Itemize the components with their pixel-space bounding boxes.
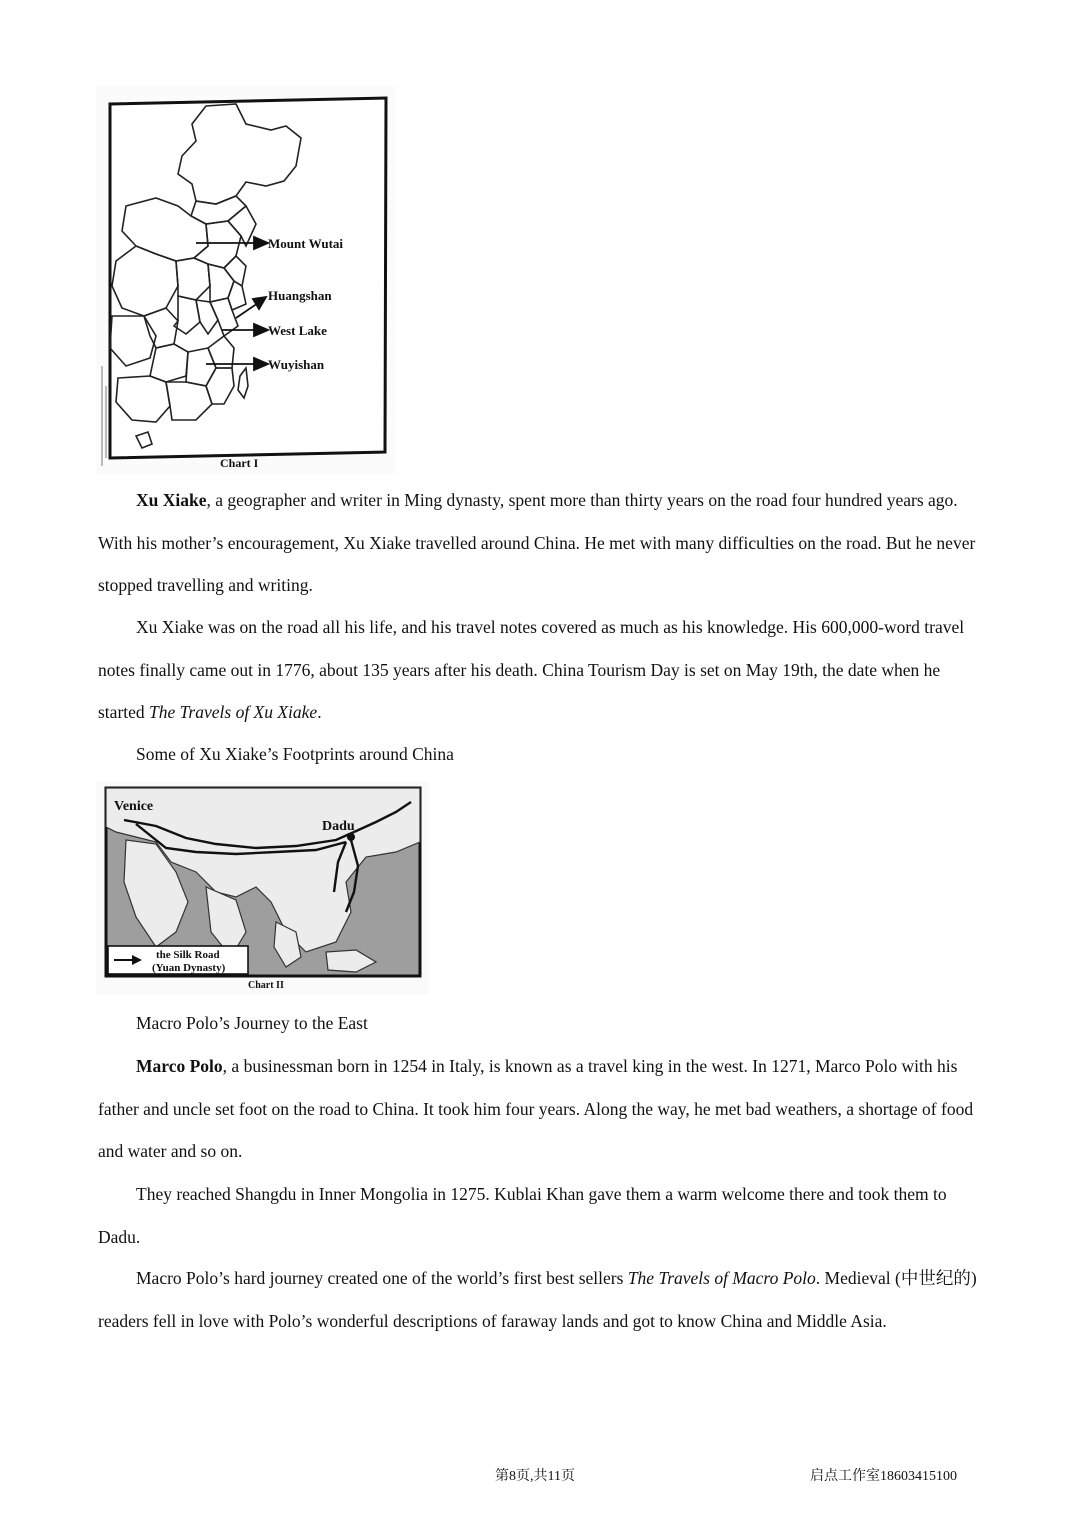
caption-marco-polo-journey: Macro Polo’s Journey to the East [136,1013,368,1033]
footer-studio-contact: 启点工作室18603415100 [810,1469,957,1484]
paragraph-text-end: . Medieval (中世纪的) readers fell in love with Polo’s wonderful descriptions of faraway lands and got to know China and Middle Asia. [98,1268,977,1331]
chart-ii-map [96,782,428,994]
book-title-xu-xiake: The Travels of Xu Xiake [149,702,318,722]
paragraph-text: , a geographer and writer in Ming dynasty, spent more than thirty years on the road four hundred years ago. With his mother’s encouragement, Xu Xiake travelled around China. He met with many difficulties on the road. But he never stopped travelling and writing. [98,490,976,595]
legend-line-2: (Yuan Dynasty) [152,962,226,974]
paragraph-marco-polo-book [98,1257,982,1342]
place-label-wuyishan: Wuyishan [268,357,325,372]
caption-xu-xiake-footprints: Some of Xu Xiake’s Footprints around China [136,744,454,764]
name-xu-xiake: Xu Xiake [136,490,207,510]
place-label-west-lake: West Lake [268,323,327,338]
paragraph-text: , a businessman born in 1254 in Italy, is known as a travel king in the west. In 1271, Marco Polo with his father and uncle set foot on the road to China. It took him four years. Along the way, he met bad weathers, a shortage of food and water and so on. [98,1056,974,1161]
paragraph-text: They reached Shangdu in Inner Mongolia in 1275. Kublai Khan gave them a warm welcome there and took them to Dadu. [98,1184,947,1247]
legend-line-1: the Silk Road [156,949,220,961]
place-label-dadu: Dadu [322,819,355,834]
paragraph-xu-xiake-intro [98,479,982,607]
chart-i-caption: Chart I [220,456,259,470]
page-number: 第8页,共11页 [495,1469,575,1484]
place-label-mount-wutai: Mount Wutai [268,236,344,251]
paragraph-text: Macro Polo’s hard journey created one of the world’s first best sellers [136,1268,628,1288]
chart-ii-legend [108,946,248,974]
paragraph-text-end: . [317,702,322,722]
paragraph-marco-polo-intro [98,1045,982,1173]
place-label-venice: Venice [114,799,154,814]
paragraph-text: Xu Xiake was on the road all his life, and his travel notes covered as much as his knowledge. His 600,000-word travel notes finally came out in 1776, about 135 years after his death. China Tourism Day is set on May 19th, the date when he started [98,617,965,722]
chart-ii-caption: Chart II [248,980,284,991]
name-marco-polo: Marco Polo [136,1056,223,1076]
paragraph-shangdu [98,1173,982,1258]
book-title-marco-polo: The Travels of Macro Polo [627,1268,816,1288]
place-label-huangshan: Huangshan [268,288,332,303]
chart-i-map [96,86,396,474]
paragraph-xu-xiake-notes [98,606,982,734]
